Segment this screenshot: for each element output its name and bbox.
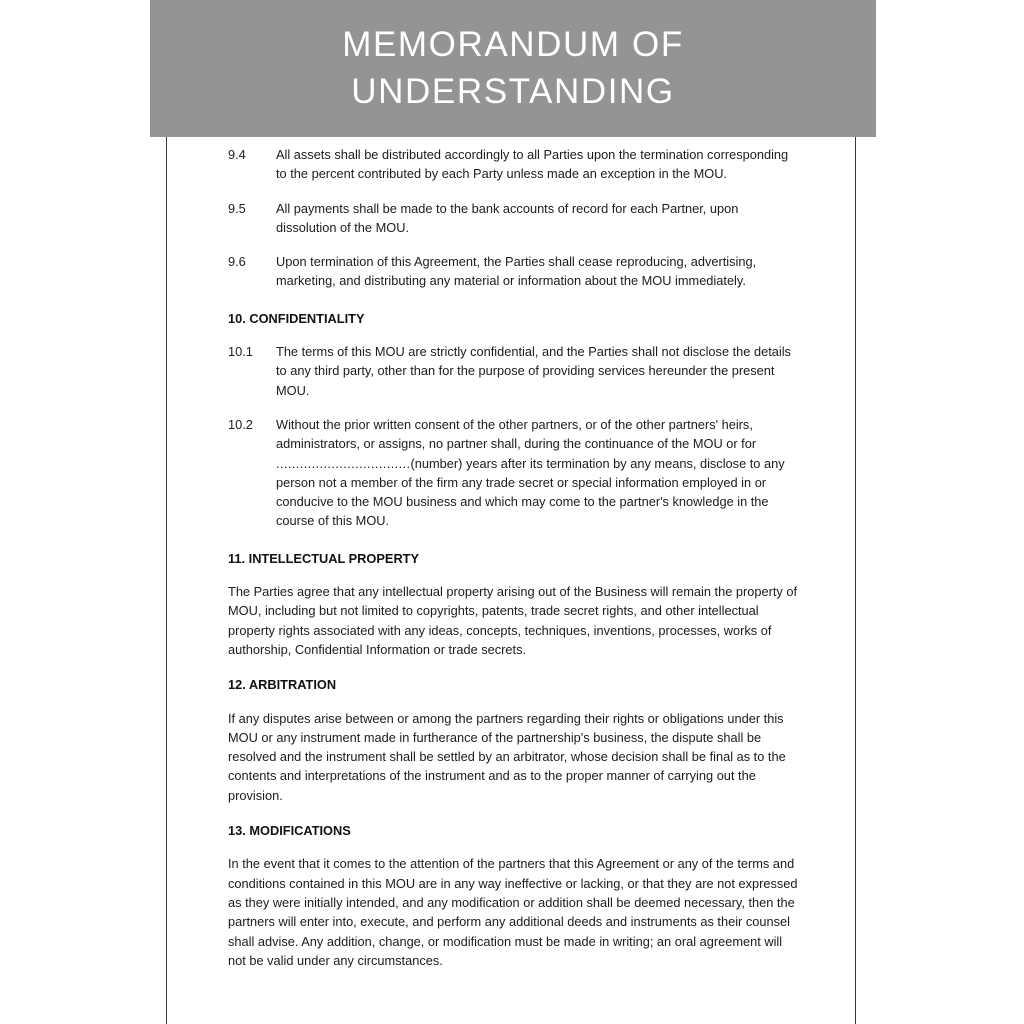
fill-in-blank: .................................. bbox=[276, 455, 411, 471]
section-13-paragraph: In the event that it comes to the attention of the partners that this Agreement or any of the terms and conditions contained in this MOU are in any way ineffective or lacking, or that they are not expressed as they were initially intended, and any modification or addition shall be deemed necessary, then the partners will enter into, execute, and perform any additional deeds and instruments as their counsel shall advise. Any addition, change, or modification must be made in writing; an oral agreement will not be valid under any circumstances. bbox=[228, 856, 798, 968]
document-content bbox=[166, 137, 856, 1024]
clause-text-after-blank: (number) years after its termination by any means, disclose to any person not a member of the firm any trade secret or special information employed in or conducive to the MOU business and which may come to the partner's knowledge in the course of this MOU. bbox=[276, 455, 785, 529]
document-title-band bbox=[150, 0, 876, 137]
section-heading-11: 11. INTELLECTUAL PROPERTY bbox=[228, 550, 420, 566]
clause-body: Upon termination of this Agreement, the Parties shall cease reproducing, advertising, marketing, and distributing any material or information about the MOU immediately. bbox=[276, 254, 757, 289]
section-heading-12: 12. ARBITRATION bbox=[228, 677, 337, 693]
section-heading-13: 13. MODIFICATIONS bbox=[228, 823, 351, 839]
clause-9-6 bbox=[228, 252, 800, 291]
section-12-paragraph: If any disputes arise between or among the partners regarding their rights or obligations under this MOU or any instrument made in furtherance of the partnership's business, the dispute shall be resolved and the instrument shall be settled by an arbitrator, whose decision shall be final as to the contents and interpretations of the instrument and as to the proper manner of carrying out the provision. bbox=[228, 710, 786, 803]
clause-number: 10.2 bbox=[228, 416, 253, 432]
clause-body: All assets shall be distributed accordingly to all Parties upon the termination corresponding to the percent contributed by each Party unless made an exception in the MOU. bbox=[276, 147, 789, 182]
clause-body bbox=[276, 415, 800, 531]
section-11-paragraph: The Parties agree that any intellectual property arising out of the Business will remain the property of MOU, including but not limited to copyrights, patents, trade secret rights, and other intellectual property rights associated with any ideas, concepts, techniques, inventions, processes, works of authorship, Confidential Information or trade secrets. bbox=[228, 584, 798, 657]
clause-10-1 bbox=[228, 342, 800, 400]
clause-body: The terms of this MOU are strictly confidential, and the Parties shall not disclose the details to any third party, other than for the purpose of providing services hereunder the present MOU. bbox=[276, 344, 791, 398]
clause-number: 9.4 bbox=[228, 147, 246, 162]
clause-number: 10.1 bbox=[228, 344, 253, 360]
section-heading-10: 10. CONFIDENTIALITY bbox=[228, 310, 365, 326]
page-title: MEMORANDUM OF UNDERSTANDING bbox=[342, 25, 684, 111]
clause-9-5 bbox=[228, 199, 800, 238]
clause-number: 9.6 bbox=[228, 254, 246, 270]
clause-body: All payments shall be made to the bank accounts of record for each Partner, upon dissolution of the MOU. bbox=[276, 200, 739, 235]
clause-9-4 bbox=[228, 145, 800, 184]
clause-number: 9.5 bbox=[228, 200, 246, 216]
clause-text-before-blank: Without the prior written consent of the other partners, or of the other partners' heirs, administrators, or assigns, no partner shall, during the continuance of the MOU or for bbox=[276, 416, 757, 452]
clause-10-2 bbox=[228, 415, 800, 531]
